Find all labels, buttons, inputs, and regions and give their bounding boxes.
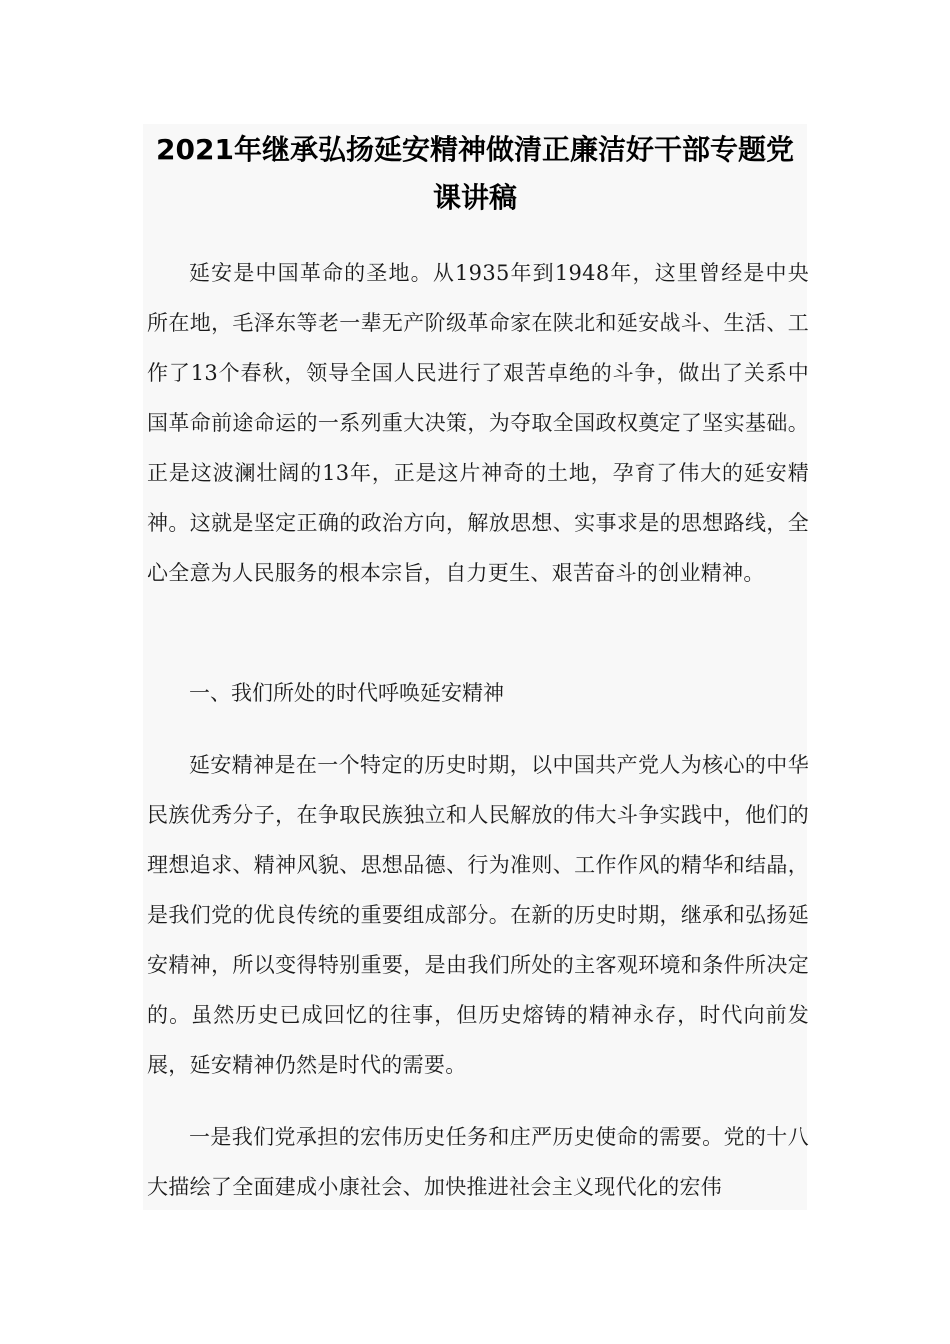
point-one-paragraph: 一是我们党承担的宏伟历史任务和庄严历史使命的需要。党的十八大描绘了全面建成小康社会、加快推进社会主义现代化的宏伟 (147, 1125, 809, 1199)
intro-paragraph: 延安是中国革命的圣地。从1935年到1948年，这里曾经是中央所在地，毛泽东等老一辈无产阶级革命家在陕北和延安战斗、生活、工作了13个春秋，领导全国人民进行了艰苦卓绝的斗争，做出了关系中国革命前途命运的一系列重大决策，为夺取全国政权奠定了坚实基础。正是这波澜壮阔的13年，正是这片神奇的土地，孕育了伟大的延安精神。这就是坚定正确的政治方向，解放思想、实事求是的思想路线，全心全意为人民服务的根本宗旨，自力更生、艰苦奋斗的创业精神。 (147, 261, 809, 585)
section-body-paragraph: 延安精神是在一个特定的历史时期，以中国共产党人为核心的中华民族优秀分子，在争取民族独立和人民解放的伟大斗争实践中，他们的理想追求、精神风貌、思想品德、行为准则、工作作风的精华和结晶，是我们党的优良传统的重要组成部分。在新的历史时期，继承和弘扬延安精神，所以变得特别重要，是由我们所处的主客观环境和条件所决定的。虽然历史已成回忆的往事，但历史熔铸的精神永存，时代向前发展，延安精神仍然是时代的需要。 (147, 753, 809, 1077)
document-title: 2021年继承弘扬延安精神做清正廉洁好干部专题党课讲稿 (156, 133, 794, 214)
section-heading: 一、我们所处的时代呼唤延安精神 (189, 681, 504, 705)
